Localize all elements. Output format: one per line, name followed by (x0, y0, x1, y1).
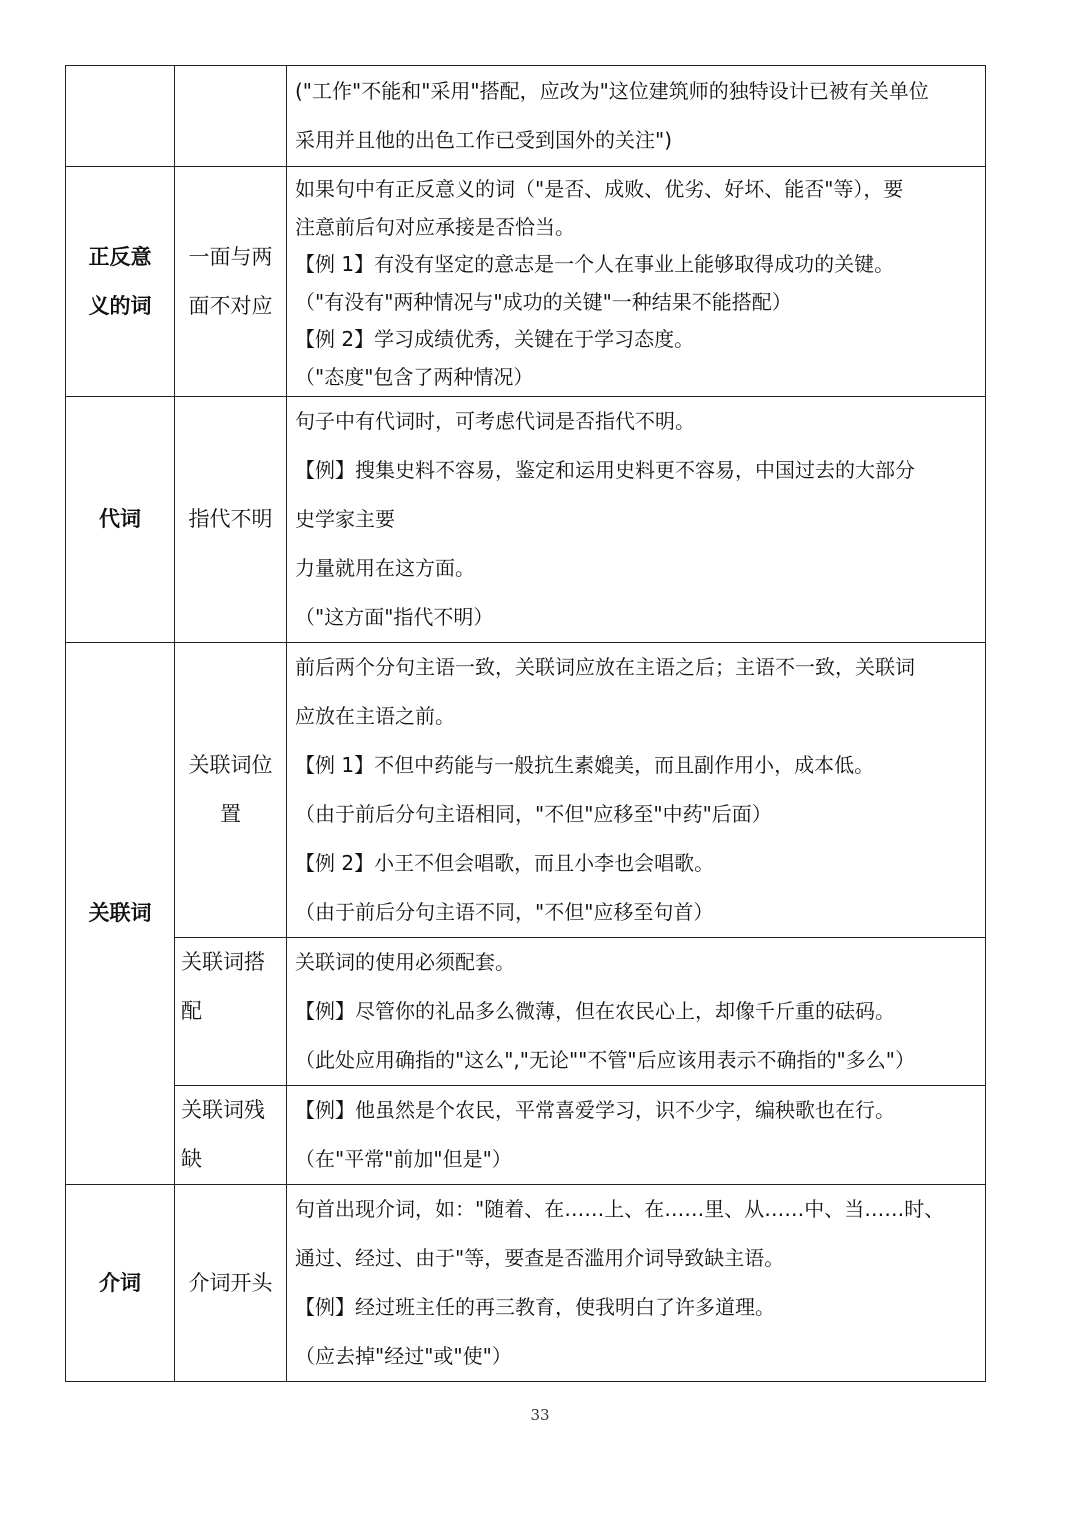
subtype-cell (175, 643, 287, 938)
description-cell (287, 397, 986, 643)
description-cell (287, 1185, 986, 1382)
table-row (66, 1086, 986, 1185)
description-cell (287, 66, 986, 167)
desc-line: （"有没有"两种情况与"成功的关键"一种结果不能搭配） (295, 289, 792, 314)
subtype-line: 一面与两 (188, 244, 273, 269)
desc-line: 【例】搜集史料不容易，鉴定和运用史料更不容易，中国过去的大部分 (295, 458, 915, 482)
subtype-cell (175, 938, 287, 1086)
subtype-line: 配 (181, 999, 202, 1023)
table-row (66, 938, 986, 1086)
desc-line: 注意前后句对应承接是否恰当。 (295, 214, 575, 239)
table-row (66, 66, 986, 167)
desc-line: 【例】经过班主任的再三教育，使我明白了许多道理。 (295, 1295, 775, 1319)
desc-line: 句首出现介词，如："随着、在……上、在……里、从……中、当……时、 (295, 1197, 945, 1221)
category-cell-empty (66, 66, 175, 167)
subtype-line: 关联词搭 (181, 950, 265, 974)
grammar-table (65, 65, 986, 1382)
subtype-cell (175, 167, 287, 397)
category-cell (66, 167, 175, 397)
desc-line: （由于前后分句主语不同，"不但"应移至句首） (295, 900, 714, 924)
subtype-cell-empty (175, 66, 287, 167)
table-row (66, 397, 986, 643)
desc-line: 关联词的使用必须配套。 (295, 950, 515, 974)
desc-line: 通过、经过、由于"等，要查是否滥用介词导致缺主语。 (295, 1246, 785, 1270)
desc-line: 【例 1】有没有坚定的意志是一个人在事业上能够取得成功的关键。 (295, 252, 895, 276)
desc-line: 采用并且他的出色工作已受到国外的关注") (295, 128, 673, 152)
category-cell: 介词 (66, 1185, 175, 1382)
category-line: 义的词 (88, 293, 152, 318)
desc-line: 前后两个分句主语一致，关联词应放在主语之后；主语不一致，关联词 (295, 655, 915, 679)
description-cell (287, 167, 986, 397)
subtype-line: 面不对应 (188, 293, 273, 318)
desc-line: 【例】尽管你的礼品多么微薄，但在农民心上，却像千斤重的砝码。 (295, 999, 895, 1023)
subtype-line: 关联词残 (181, 1098, 265, 1122)
desc-line: （在"平常"前加"但是"） (295, 1147, 512, 1171)
description-cell (287, 938, 986, 1086)
table-row (66, 167, 986, 397)
subtype-cell: 介词开头 (175, 1185, 287, 1382)
table-row (66, 643, 986, 938)
desc-line: ("工作"不能和"采用"搭配，应改为"这位建筑师的独特设计已被有关单位 (295, 79, 929, 103)
description-cell (287, 643, 986, 938)
subtype-line: 关联词位 (188, 753, 273, 777)
subtype-cell: 指代不明 (175, 397, 287, 643)
desc-line: 句子中有代词时，可考虑代词是否指代不明。 (295, 409, 695, 433)
description-cell (287, 1086, 986, 1185)
desc-line: 【例 2】小王不但会唱歌，而且小李也会唱歌。 (295, 851, 715, 875)
category-line: 正反意 (88, 244, 152, 269)
table-row (66, 1185, 986, 1382)
subtype-line: 置 (220, 802, 241, 826)
subtype-cell (175, 1086, 287, 1185)
desc-line: （"这方面"指代不明） (295, 605, 494, 629)
desc-line: （应去掉"经过"或"使"） (295, 1344, 512, 1368)
page-number: 33 (530, 1406, 550, 1424)
subtype-line: 缺 (181, 1147, 202, 1171)
desc-line: 史学家主要 (295, 507, 395, 531)
desc-line: 【例 2】学习成绩优秀，关键在于学习态度。 (295, 327, 695, 351)
desc-line: 力量就用在这方面。 (295, 556, 475, 580)
desc-line: 【例】他虽然是个农民，平常喜爱学习，识不少字，编秧歌也在行。 (295, 1098, 895, 1122)
desc-line: 如果句中有正反意义的词（"是否、成败、优劣、好坏、能否"等），要 (295, 177, 904, 201)
desc-line: 【例 1】不但中药能与一般抗生素媲美，而且副作用小，成本低。 (295, 753, 875, 777)
desc-line: 应放在主语之前。 (295, 704, 455, 728)
desc-line: （"态度"包含了两种情况） (295, 364, 534, 389)
desc-line: （此处应用确指的"这么","无论""不管"后应该用表示不确指的"多么"） (295, 1048, 915, 1072)
category-cell: 代词 (66, 397, 175, 643)
desc-line: （由于前后分句主语相同，"不但"应移至"中药"后面） (295, 802, 772, 826)
category-cell: 关联词 (66, 643, 175, 1185)
